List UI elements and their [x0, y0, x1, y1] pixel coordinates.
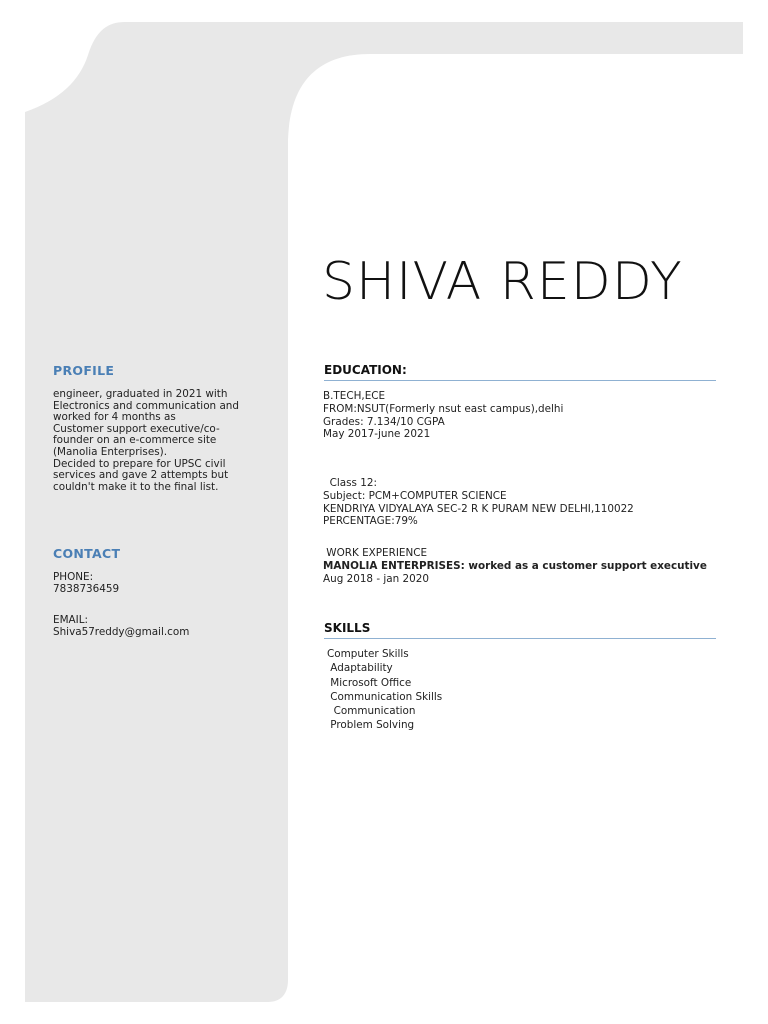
phone-number: 7838736459 — [53, 582, 120, 595]
email-label: EMAIL: — [53, 614, 88, 626]
skill-item: Computer Skills — [327, 648, 409, 660]
email-address[interactable]: Shiva57reddy@gmail.com — [53, 625, 190, 638]
skill-item: Problem Solving — [327, 719, 415, 732]
profile-heading: PROFILE — [53, 363, 115, 378]
profile-line: engineer, graduated in 2021 with — [53, 388, 228, 400]
contact-email — [53, 615, 268, 638]
degree: B.TECH,ECE — [323, 390, 386, 402]
class12-title: Class 12: — [323, 477, 377, 489]
skills-list — [327, 647, 442, 733]
candidate-name: SHIVA REDDY — [322, 252, 683, 312]
profile-summary — [53, 389, 268, 493]
job-role: worked as a customer support executive — [464, 559, 707, 572]
contact-heading: CONTACT — [53, 546, 121, 561]
work-heading: WORK EXPERIENCE — [323, 547, 428, 559]
education-btech — [323, 390, 723, 441]
skills-heading: SKILLS — [324, 621, 716, 639]
class12-subject: Subject: PCM+COMPUTER SCIENCE — [323, 489, 507, 502]
education-class12 — [323, 477, 723, 528]
skill-item: Communication Skills — [327, 690, 443, 703]
degree-period: May 2017-june 2021 — [323, 428, 431, 441]
skill-item: Communication — [327, 705, 416, 718]
college: FROM:NSUT(Formerly nsut east campus),delhi — [323, 402, 564, 415]
skill-item: Adaptability — [327, 662, 393, 675]
phone-label: PHONE: — [53, 571, 94, 583]
profile-line: couldn't make it to the final list. — [53, 480, 219, 493]
work-period: Aug 2018 - jan 2020 — [323, 572, 429, 585]
profile-line: services and gave 2 attempts but — [53, 469, 229, 482]
education-heading: EDUCATION: — [324, 363, 716, 381]
class12-school: KENDRIYA VIDYALAYA SEC-2 R K PURAM NEW DELHI,110022 — [323, 502, 634, 515]
profile-line: Decided to prepare for UPSC civil — [53, 457, 226, 470]
profile-line: worked for 4 months as — [53, 411, 176, 424]
class12-percentage: PERCENTAGE:79% — [323, 515, 418, 528]
contact-phone — [53, 572, 268, 595]
profile-line: Customer support executive/co- — [53, 422, 220, 435]
profile-line: Electronics and communication and — [53, 399, 239, 412]
profile-line: founder on an e-commerce site — [53, 434, 217, 447]
work-entry — [323, 560, 723, 573]
profile-line: (Manolia Enterprises). — [53, 445, 167, 458]
skill-item: Microsoft Office — [327, 676, 412, 689]
work-experience — [323, 547, 723, 585]
company-name: MANOLIA ENTERPRISES: — [323, 559, 465, 572]
grades: Grades: 7.134/10 CGPA — [323, 415, 445, 428]
